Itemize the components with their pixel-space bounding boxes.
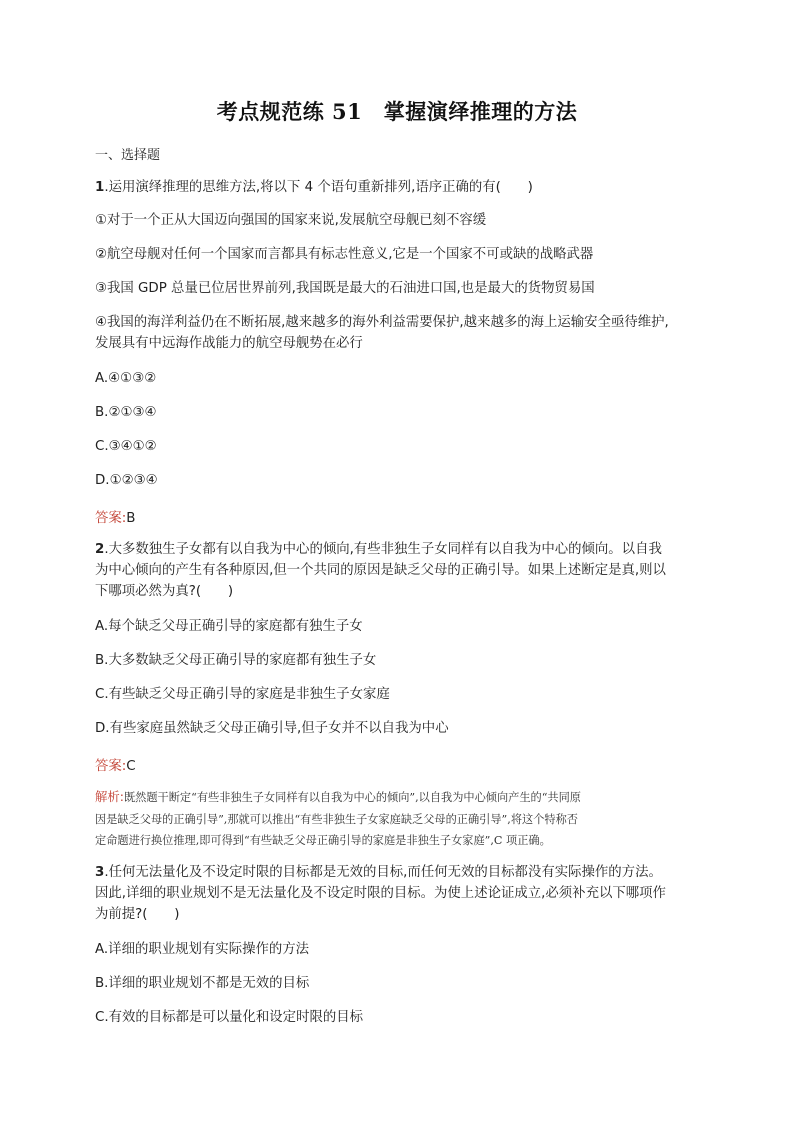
question-text: 因此,详细的职业规划不是无法量化及不设定时限的目标。为使上述论证成立,必须补充以下哪项作 [95, 886, 666, 901]
page-title: 考点规范练 51 掌握演绎推理的方法 [216, 99, 578, 124]
answer-label: 答案: [95, 511, 127, 526]
option-b: B.②①③④ [95, 405, 157, 420]
explanation-text: 因是缺乏父母的正确引导”,那就可以推出“有些非独生子女家庭缺乏父母的正确引导”,将这个特称否 [95, 812, 578, 826]
question-text: .任何无法量化及不设定时限的目标都是无效的目标,而任何无效的目标都没有实际操作的方法。 [104, 865, 662, 880]
question-text: 为中心倾向的产生有各种原因,但一个共同的原因是缺乏父母的正确引导。如果上述断定是真,则以 [95, 563, 666, 578]
explanation-label: 解析: [95, 789, 124, 804]
option-b: B.大多数缺乏父母正确引导的家庭都有独生子女 [95, 653, 377, 668]
question-2-stem [95, 540, 662, 560]
answer-1 [95, 507, 135, 526]
option-c: C.③④①② [95, 439, 157, 454]
question-number: 1 [95, 180, 105, 195]
option-c: C.有些缺乏父母正确引导的家庭是非独生子女家庭 [95, 687, 390, 702]
question-3-stem [95, 863, 662, 883]
statement: ④我国的海洋利益仍在不断拓展,越来越多的海外利益需要保护,越来越多的海上运输安全亟待维护, [95, 315, 669, 330]
statement: ③我国 GDP 总量已位居世界前列,我国既是最大的石油进口国,也是最大的货物贸易国 [95, 281, 595, 296]
statement: ①对于一个正从大国迈向强国的国家来说,发展航空母舰已刻不容缓 [95, 213, 487, 228]
explanation-text: 定命题进行换位推理,即可得到“有些缺乏父母正确引导的家庭是非独生子女家庭”,C 项正确。 [95, 834, 551, 847]
option-c: C.有效的目标都是可以量化和设定时限的目标 [95, 1010, 364, 1025]
answer-value: C [126, 759, 136, 774]
option-a: A.详细的职业规划有实际操作的方法 [95, 942, 310, 957]
statement: ②航空母舰对任何一个国家而言都具有标志性意义,它是一个国家不可或缺的战略武器 [95, 247, 594, 262]
answer-2 [95, 755, 136, 774]
option-d: D.有些家庭虽然缺乏父母正确引导,但子女并不以自我为中心 [95, 721, 449, 736]
answer-label: 答案: [95, 759, 127, 774]
question-text: .大多数独生子女都有以自我为中心的倾向,有些非独生子女同样有以自我为中心的倾向。以自我 [104, 542, 662, 557]
option-b: B.详细的职业规划不都是无效的目标 [95, 976, 310, 991]
answer-value: B [126, 511, 136, 526]
question-number: 3 [95, 865, 105, 880]
section-heading: 一、选择题 [95, 148, 161, 163]
question-1-stem [95, 178, 533, 198]
explanation-2 [95, 786, 700, 852]
statement-continuation: 发展具有中远海作战能力的航空母舰势在必行 [95, 336, 363, 351]
option-d: D.①②③④ [95, 473, 158, 488]
question-text: 为前提?( ) [95, 907, 180, 922]
option-a: A.④①③② [95, 371, 157, 386]
explanation-text: 既然题干断定“有些非独生子女同样有以自我为中心的倾向”,以自我为中心倾向产生的“共同原 [123, 791, 581, 804]
question-text: 下哪项必然为真?( ) [95, 584, 234, 599]
question-number: 2 [95, 542, 105, 557]
question-text: .运用演绎推理的思维方法,将以下 4 个语句重新排列,语序正确的有( ) [104, 180, 533, 195]
option-a: A.每个缺乏父母正确引导的家庭都有独生子女 [95, 619, 363, 634]
